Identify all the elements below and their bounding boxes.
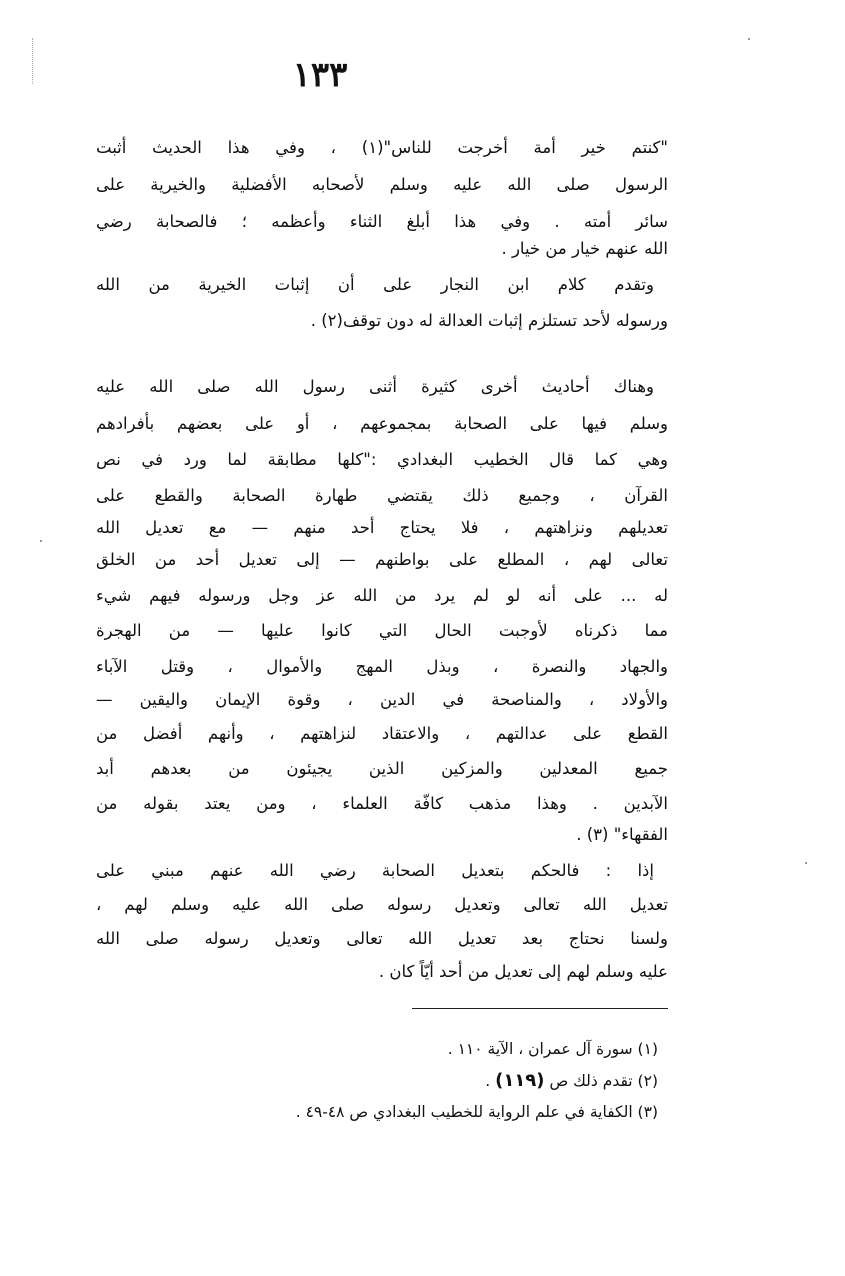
text-line: ولسنا نحتاج بعد تعديل الله تعالى وتعديل رسوله صلى الله bbox=[96, 929, 668, 948]
text-line: سائر أمته . وفي هذا أبلغ الثناء وأعظمه ؛ فالصحابة رضي bbox=[96, 212, 668, 231]
scan-speck bbox=[805, 862, 807, 864]
scan-speck bbox=[748, 38, 750, 40]
footnote-2 bbox=[98, 1070, 658, 1092]
text-line: القطع على عدالتهم ، والاعتقاد لنزاهتهم ، وأنهم أفضل من bbox=[96, 724, 668, 743]
footnote-2-page: (١١٩) bbox=[495, 1070, 545, 1091]
text-line: ورسوله لأحد تستلزم إثبات العدالة له دون توقف(٢) . bbox=[310, 311, 668, 330]
footnote-separator bbox=[412, 1008, 668, 1009]
text-line: جميع المعدلين والمزكين الذين يجيئون من بعدهم أبد bbox=[96, 759, 668, 778]
text-line: والجهاد والنصرة ، وبذل المهج والأموال ، وقتل الآباء bbox=[96, 657, 668, 676]
text-line: له ... على أنه لو لم يرد من الله عز وجل ورسوله فيهم شيء bbox=[96, 586, 668, 605]
text-line: تعالى لهم ، المطلع على بواطنهم — إلى تعديل أحد من الخلق bbox=[96, 550, 668, 569]
text-line: عليه وسلم لهم إلى تعديل من أحد أيّاً كان . bbox=[378, 962, 668, 981]
text-line: القرآن ، وجميع ذلك يقتضي طهارة الصحابة والقطع على bbox=[96, 486, 668, 505]
footnote-2-end: . bbox=[485, 1072, 491, 1090]
scan-speck bbox=[40, 540, 42, 542]
text-line: الآبدين . وهذا مذهب كافّة العلماء ، ومن يعتد بقوله من bbox=[96, 794, 668, 813]
text-line: وهناك أحاديث أخرى كثيرة أثنى رسول الله صلى الله عليه bbox=[96, 377, 654, 396]
text-line: تعديل الله تعالى وتعديل رسوله صلى الله عليه وسلم لهم ، bbox=[96, 895, 668, 914]
text-line: وسلم فيها على الصحابة بمجموعهم ، أو على بعضهم بأفرادهم bbox=[96, 414, 668, 433]
footnote-2-text: (٢) تقدم ذلك ص bbox=[549, 1072, 658, 1090]
text-line: إذا : فالحكم بتعديل الصحابة رضي الله عنهم مبني على bbox=[96, 861, 654, 880]
text-line: وهي كما قال الخطيب البغدادي :"كلها مطابقة لما ورد في نص bbox=[96, 450, 668, 469]
text-line: تعديلهم ونزاهتهم ، فلا يحتاج أحد منهم — مع تعديل الله bbox=[96, 518, 668, 537]
text-line: الرسول صلى الله عليه وسلم لأصحابه الأفضلية والخيرية على bbox=[96, 175, 668, 194]
page-number: ١٣٣ bbox=[292, 55, 348, 95]
text-line: الله عنهم خيار من خيار . bbox=[501, 239, 668, 258]
text-line: مما ذكرناه لأوجبت الحال التي كانوا عليها — من الهجرة bbox=[96, 621, 668, 640]
margin-marks bbox=[32, 38, 34, 84]
text-line: الفقهاء" (٣) . bbox=[576, 825, 668, 844]
footnote-1: (١) سورة آل عمران ، الآية ١١٠ . bbox=[447, 1040, 658, 1058]
text-line: وتقدم كلام ابن النجار على أن إثبات الخيرية من الله bbox=[96, 275, 654, 294]
text-line: والأولاد ، والمناصحة في الدين ، وقوة الإيمان واليقين — bbox=[96, 690, 668, 709]
text-line: "كنتم خير أمة أخرجت للناس"(١) ، وفي هذا الحديث أثبت bbox=[96, 138, 668, 157]
footnote-3: (٣) الكفاية في علم الرواية للخطيب البغدادي ص ٤٨-٤٩ . bbox=[295, 1103, 658, 1121]
